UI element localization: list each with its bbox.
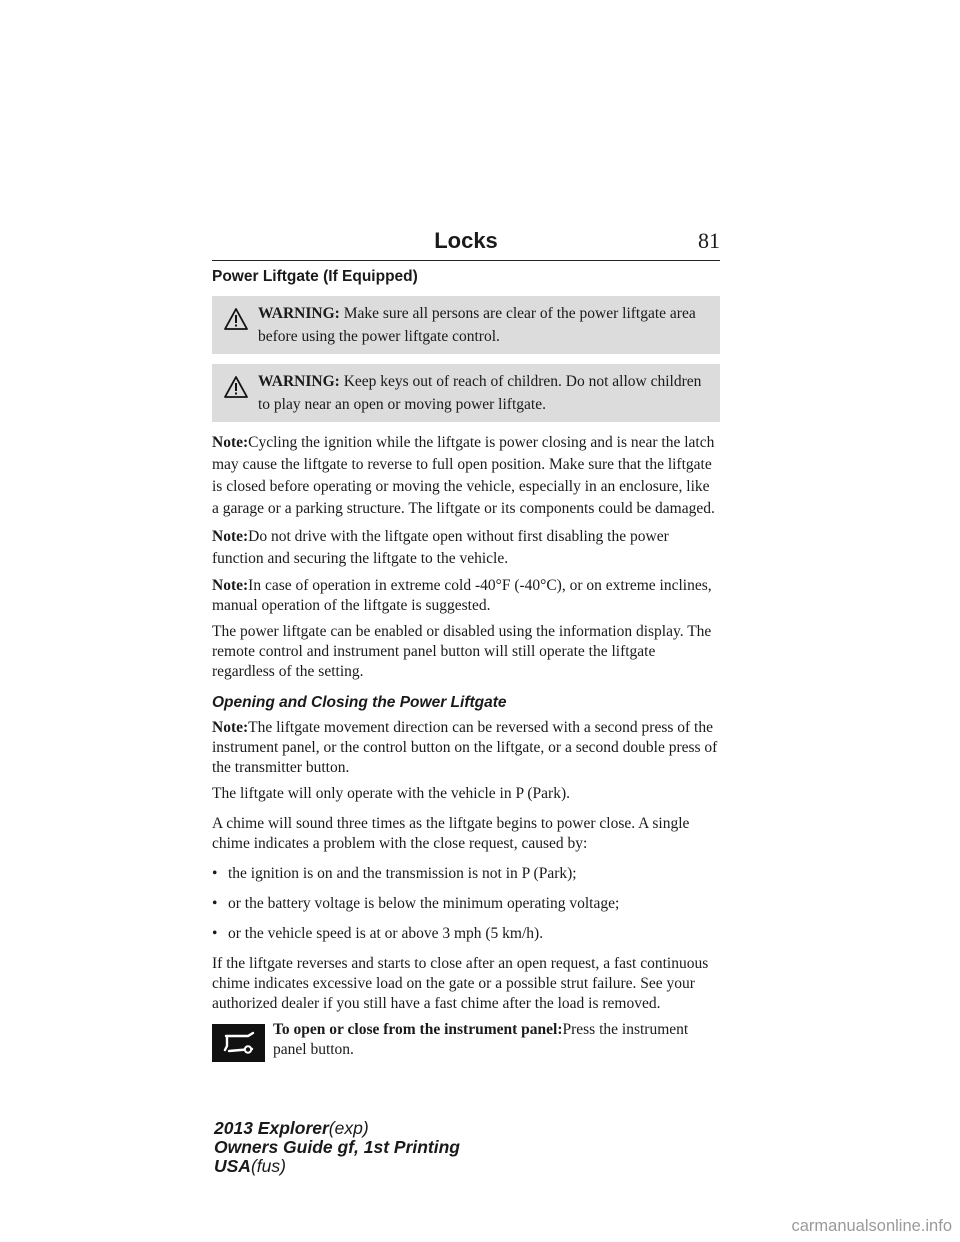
header-rule — [212, 260, 720, 261]
body-paragraph: The power liftgate can be enabled or disabled using the information display. The remote control and instrument panel button will still operate the liftgate regardless of the setting. — [212, 623, 712, 680]
warning-box — [212, 296, 720, 354]
warning-text: Keep keys out of reach of children. Do not allow children to play near an open or moving power liftgate. — [258, 373, 702, 413]
page-header — [212, 228, 720, 262]
note-text: Cycling the ignition while the liftgate is power closing and is near the latch may cause the liftgate to reverse to full open position. Make sure that the liftgate is closed before operating or moving the vehicle, especially in an enclosure, like a garage or a parking structure. The liftgate or its components could be damaged. — [212, 434, 715, 517]
watermark: carmanualsonline.info — [791, 1217, 952, 1235]
note-label: Note: — [212, 577, 249, 594]
note-paragraph — [212, 526, 720, 570]
footer-printing: Owners Guide gf, 1st Printing — [214, 1137, 460, 1157]
section-title: Power Liftgate (If Equipped) — [212, 268, 418, 285]
page-body — [212, 268, 720, 1076]
list-item-text: or the vehicle speed is at or above 3 mph (5 km/h). — [228, 925, 544, 942]
list-item — [212, 924, 720, 944]
page-number: 81 — [698, 228, 720, 253]
footer-model: 2013 Explorer — [214, 1118, 329, 1138]
subsection-title: Opening and Closing the Power Liftgate — [212, 694, 507, 711]
note-text: In case of operation in extreme cold -40°F (-40°C), or on extreme inclines, manual operation of the liftgate is suggested. — [212, 577, 712, 614]
instruction-label: To open or close from the instrument panel: — [273, 1021, 563, 1038]
list-item — [212, 864, 720, 884]
footer-market: USA — [214, 1156, 251, 1176]
bullet-icon: • — [212, 925, 218, 942]
list-item-text: or the battery voltage is below the minimum operating voltage; — [228, 895, 620, 912]
chapter-title: Locks — [434, 228, 498, 253]
warning-box — [212, 364, 720, 422]
body-paragraph: The liftgate will only operate with the vehicle in P (Park). — [212, 785, 570, 802]
note-paragraph — [212, 718, 720, 778]
instruction-text: Press the instrument panel button. — [273, 1021, 689, 1058]
note-text: Do not drive with the liftgate open without first disabling the power function and securing the liftgate to the vehicle. — [212, 528, 669, 567]
note-text: The liftgate movement direction can be reversed with a second press of the instrument panel, or the control button on the liftgate, or a second double press of the transmitter button. — [212, 719, 718, 776]
note-label: Note: — [212, 528, 249, 545]
body-paragraph: If the liftgate reverses and starts to close after an open request, a fast continuous chime indicates excessive load on the gate or a possible strut failure. See your authorized dealer if you still have a fast chime after the load is removed. — [212, 955, 709, 1012]
note-paragraph — [212, 432, 720, 520]
warning-text: Make sure all persons are clear of the power liftgate area before using the power liftgate control. — [258, 305, 696, 345]
warning-triangle-icon — [224, 308, 248, 330]
footer-market-code: (fus) — [250, 1156, 286, 1176]
bullet-icon: • — [212, 865, 218, 882]
list-item — [212, 894, 720, 914]
note-label: Note: — [212, 719, 249, 736]
panel-instruction — [212, 1020, 720, 1070]
list-item-text: the ignition is on and the transmission is not in P (Park); — [228, 865, 577, 882]
footer-model-code: (exp) — [328, 1118, 369, 1138]
warning-label: WARNING: — [258, 373, 340, 390]
document-footer — [214, 1119, 460, 1176]
liftgate-button-icon — [212, 1024, 265, 1062]
note-paragraph — [212, 576, 720, 616]
warning-label: WARNING: — [258, 305, 340, 322]
note-label: Note: — [212, 434, 249, 451]
body-paragraph: A chime will sound three times as the liftgate begins to power close. A single chime indicates a problem with the close request, caused by: — [212, 815, 690, 852]
warning-triangle-icon — [224, 376, 248, 398]
bullet-icon: • — [212, 895, 218, 912]
